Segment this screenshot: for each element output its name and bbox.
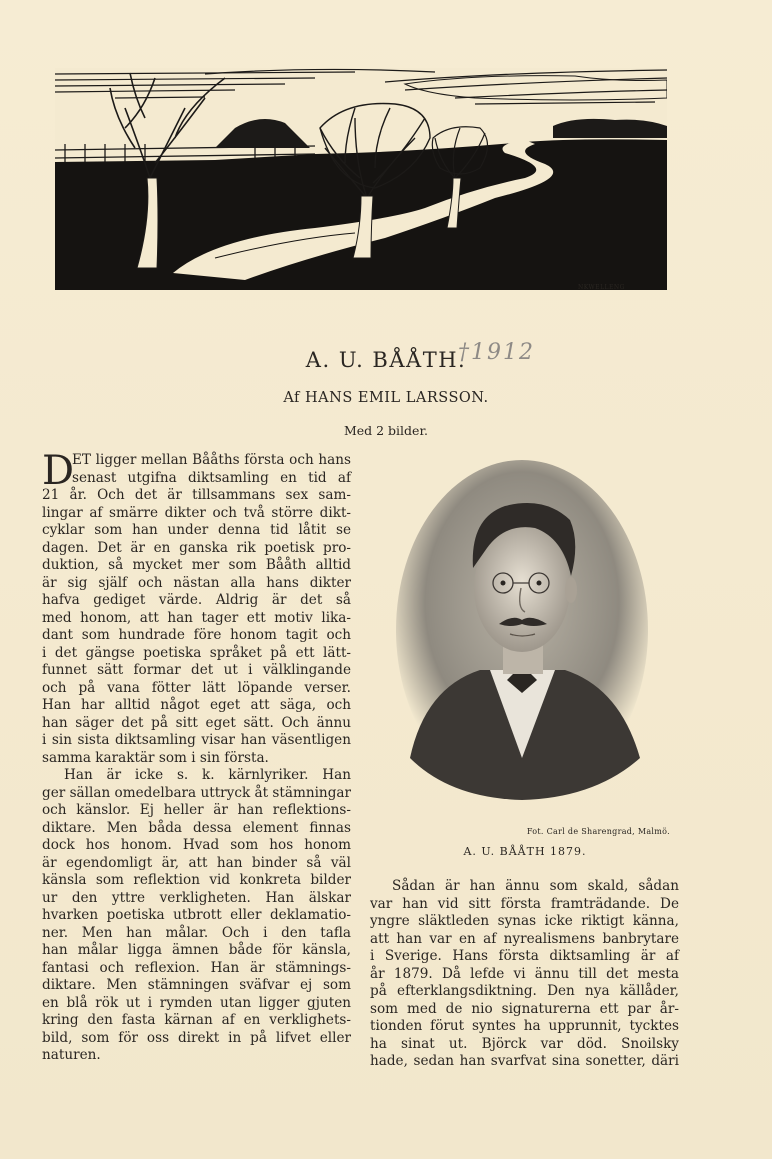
text-line: tionden förut syntes ha upprunnit, tycktes bbox=[370, 1018, 679, 1034]
text-line: Han är icke s. k. kärnlyriker. Han bbox=[64, 767, 351, 783]
text-line: samma karaktär som i sin första. bbox=[42, 749, 269, 766]
text-line: cyklar som han under denna tid låtit se bbox=[42, 522, 351, 538]
text-line: ha sinat ut. Björck var död. Snoilsky bbox=[370, 1035, 679, 1052]
text-line: år 1879. Då lefde vi ännu till det mesta bbox=[370, 965, 679, 982]
text-line: diktare. Men båda dessa element finnas bbox=[42, 819, 351, 836]
text-line: och känslor. Ej heller är han reflektions- bbox=[42, 802, 351, 818]
text-line: en blå rök ut i rymden utan ligger gjuten bbox=[42, 994, 351, 1011]
text-line: yngre släktleden synas icke riktigt känna, bbox=[370, 913, 679, 929]
text-line: hvarken poetiska utbrott eller deklamatio- bbox=[42, 907, 351, 923]
byline bbox=[0, 390, 772, 406]
text-line: ner. Men han målar. Och i den tafla bbox=[42, 924, 351, 941]
text-line: Sådan är han ännu som skald, sådan bbox=[392, 878, 679, 894]
byline-author: HANS EMIL LARSSON. bbox=[305, 390, 489, 406]
figure-caption: A. U. BÅÅTH 1879. bbox=[463, 845, 587, 858]
title-text: A. U. BÅÅTH. bbox=[305, 348, 467, 372]
text-line: på efterklangsdiktning. Den nya källåder, bbox=[370, 983, 679, 999]
text-line: känsla som reflektion vid konkreta bilder bbox=[42, 872, 351, 888]
left-column bbox=[42, 448, 351, 1065]
text-line: och på vana fötter lätt löpande verser. bbox=[42, 679, 351, 696]
text-line: som med de nio signaturerna ett par år- bbox=[370, 1000, 679, 1017]
text-line: senast utgifna diktsamling en tid af bbox=[72, 469, 351, 486]
right-column bbox=[370, 878, 679, 1071]
text-line: hade, sedan han svarfvat sina sonetter, däri bbox=[370, 1053, 679, 1069]
subtitle: Med 2 bilder. bbox=[343, 423, 429, 438]
landscape-vignette-icon bbox=[55, 68, 667, 290]
text-line: är sig själf och nästan alla hans dikter bbox=[42, 574, 351, 591]
text-line: dant som hundrade före honom tagit och bbox=[42, 627, 351, 643]
text-line: är egendomligt är, att han binder så väl bbox=[42, 854, 351, 871]
portrait-photo bbox=[395, 458, 650, 803]
text-line: kring den fasta kärnan af en verklighets- bbox=[42, 1012, 351, 1028]
text-line: hafva gediget värde. Aldrig är det så bbox=[42, 592, 351, 608]
text-line: han målar ligga ämnen både för känsla, bbox=[42, 942, 351, 958]
photo-credit: Fot. Carl de Sharengrad, Malmö. bbox=[526, 827, 670, 836]
text-line: naturen. bbox=[42, 1047, 101, 1063]
text-line: han säger det på sitt eget sätt. Och ännu bbox=[42, 714, 351, 731]
text-line: ger sällan omedelbara uttryck åt stämningar bbox=[42, 784, 351, 801]
text-line: fantasi och reflexion. Han är stämnings- bbox=[42, 959, 351, 976]
text-line: med honom, att han tager ett motiv lika- bbox=[42, 609, 351, 626]
text-line: funnet sätt formar det ut i välklingande bbox=[42, 662, 351, 678]
page-title bbox=[0, 340, 772, 372]
portrait-icon bbox=[395, 458, 650, 803]
text-line: i Sverige. Hans första diktsamling är af bbox=[370, 948, 679, 964]
text-line: bild, som för oss direkt in på lifvet eller bbox=[42, 1029, 351, 1046]
artist-signature: NKWELLENG bbox=[578, 284, 625, 291]
handwritten-note: †1912 bbox=[458, 340, 535, 365]
text-line: ET ligger mellan Bååths första och hans bbox=[72, 452, 351, 468]
text-line: lingar af smärre dikter och två större dikt- bbox=[42, 504, 351, 521]
text-line: duktion, så mycket mer som Bååth alltid bbox=[42, 557, 351, 573]
text-line: dagen. Det är en ganska rik poetisk pro- bbox=[42, 539, 351, 556]
drop-cap: D bbox=[42, 448, 75, 494]
text-line: diktare. Men stämningen sväfvar ej som bbox=[42, 977, 351, 993]
text-line: var han vid sitt första framträdande. De bbox=[370, 895, 679, 912]
text-line: i sin sista diktsamling visar han väsentligen bbox=[42, 732, 351, 748]
text-line: 21 år. Och det är tillsammans sex sam- bbox=[42, 487, 351, 503]
text-line: att han var en af nyrealismens banbrytare bbox=[370, 930, 679, 947]
text-line: dock hos honom. Hvad som hos honom bbox=[42, 837, 351, 853]
text-line: ur den yttre verkligheten. Han älskar bbox=[42, 889, 351, 906]
text-line: i det gängse poetiska språket på ett lätt- bbox=[42, 644, 351, 661]
text-line: Han har alltid något eget att säga, och bbox=[42, 697, 351, 713]
byline-prefix: Af bbox=[283, 390, 300, 406]
